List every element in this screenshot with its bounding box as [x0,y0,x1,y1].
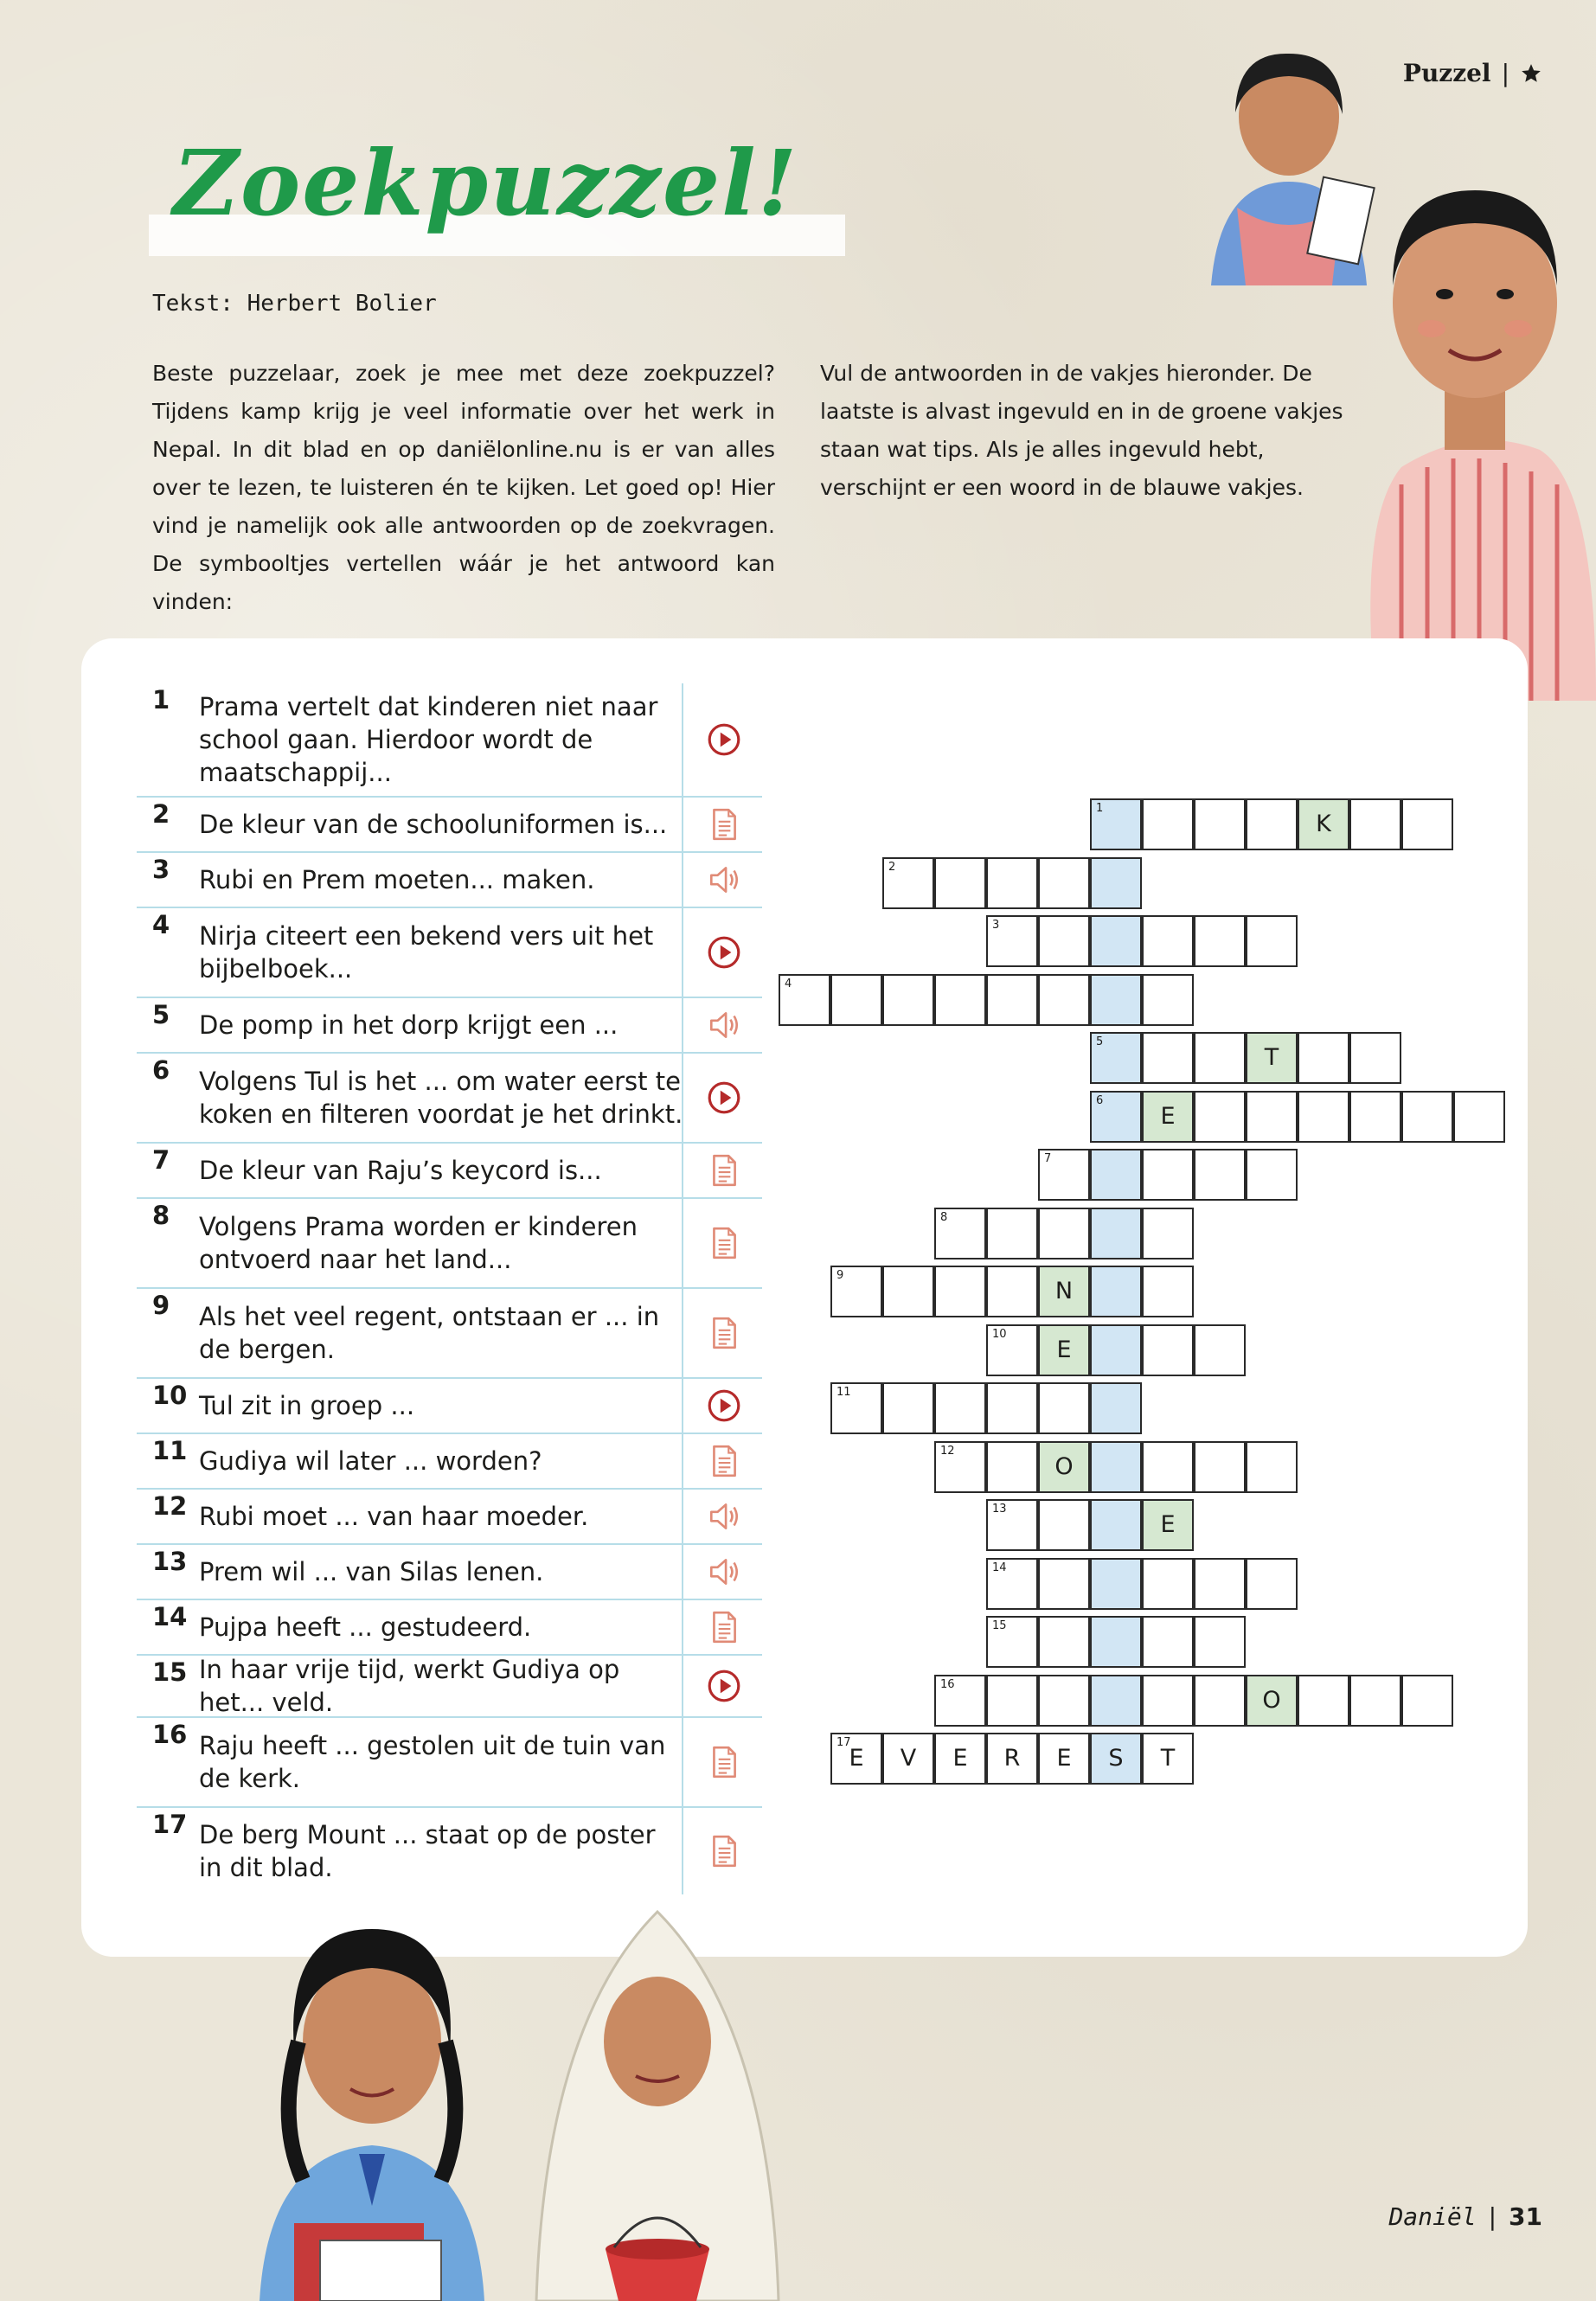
cell-letter: T [1264,1044,1279,1071]
crossword-cell[interactable] [1246,1558,1298,1610]
crossword-cell[interactable] [1194,1616,1246,1668]
crossword-cell[interactable] [1298,1032,1349,1084]
crossword-cell[interactable] [986,1733,1038,1785]
crossword-cell[interactable] [882,974,934,1026]
clue-row [137,1199,762,1289]
crossword-cell[interactable] [1142,915,1194,967]
illustration-girl-school [242,1894,502,2301]
crossword-cell[interactable] [986,1266,1038,1317]
cell-number: 13 [992,1503,1007,1516]
crossword-cell[interactable] [934,1266,986,1317]
clue-number: 7 [152,1145,170,1175]
cell-number: 14 [992,1561,1007,1574]
magazine-name: Daniël [1388,2202,1477,2231]
crossword-cell[interactable] [1142,1499,1194,1551]
author-credit: Tekst: Herbert Bolier [152,291,437,317]
crossword-cell[interactable] [1453,1091,1505,1143]
clue-number: 12 [152,1491,188,1521]
document-icon[interactable] [682,1144,764,1197]
clue-text: De kleur van Raju’s keycord is... [199,1156,602,1185]
crossword-cell[interactable] [1142,1208,1194,1259]
document-icon[interactable] [682,798,764,851]
crossword-cell[interactable] [1090,798,1142,850]
clue-row [137,1600,762,1656]
crossword-cell[interactable] [1194,1441,1246,1493]
crossword-cell[interactable] [986,1499,1038,1551]
crossword-cell[interactable] [1090,1441,1142,1493]
crossword-cell[interactable] [1038,915,1090,967]
clue-number: 1 [152,685,170,715]
crossword-cell[interactable] [1246,798,1298,850]
crossword-cell[interactable] [1090,1733,1142,1785]
clue-number: 10 [152,1381,188,1410]
document-icon[interactable] [682,1808,764,1894]
document-icon[interactable] [682,1600,764,1654]
clue-number: 16 [152,1720,188,1749]
crossword-cell[interactable] [1090,1032,1142,1084]
play-icon[interactable] [682,1656,764,1716]
intro-left: Beste puzzelaar, zoek je mee met deze zoekpuzzel? Tijdens kamp krijg je veel informatie over het werk in Nepal. In dit blad en op daniëlonline.nu is er van alles over te lezen, te luisteren én te kijken. Let goed op! Hier vind je namelijk ook alle antwoorden op de zoekvragen. De symbooltjes vertellen wáár je het antwoord kan vinden: [152,361,775,614]
clue-text: De berg Mount ... staat op de poster in dit blad. [199,1820,656,1882]
crossword-cell[interactable] [1142,1266,1194,1317]
crossword-cell[interactable] [934,974,986,1026]
crossword-cell[interactable] [1090,915,1142,967]
clue-text: Prem wil ... van Silas lenen. [199,1557,544,1586]
clue-text: Nirja citeert een bekend vers uit het bijbelboek... [199,921,654,984]
crossword-cell[interactable] [1349,1675,1401,1727]
crossword-cell[interactable] [1038,1149,1090,1201]
crossword-cell[interactable] [1038,1675,1090,1727]
cell-letter: O [1054,1452,1074,1480]
clue-text: Prama vertelt dat kinderen niet naar school gaan. Hierdoor wordt de maatschappij... [199,692,658,787]
clue-number: 8 [152,1201,170,1230]
illustration-girl-bucket [519,1894,796,2301]
clue-number: 6 [152,1055,170,1085]
crossword-cell[interactable] [1298,1091,1349,1143]
crossword-cell[interactable] [1401,1091,1453,1143]
crossword-cell[interactable] [1246,1675,1298,1727]
clue-number: 11 [152,1436,188,1465]
cell-number: 4 [785,977,792,990]
cell-number: 8 [940,1210,948,1224]
clue-text: Volgens Tul is het ... om water eerst te koken en filteren voordat je het drinkt. [199,1067,683,1129]
crossword-cell[interactable] [882,1266,934,1317]
crossword-cell[interactable] [1349,1032,1401,1084]
crossword-cell[interactable] [1349,798,1401,850]
clue-number: 14 [152,1602,188,1631]
cell-number: 16 [940,1677,955,1691]
crossword-cell[interactable] [1142,1733,1194,1785]
crossword-cell[interactable] [1142,1149,1194,1201]
document-icon[interactable] [682,1718,764,1806]
cell-number: 11 [836,1386,851,1399]
crossword-cell[interactable] [1142,1616,1194,1668]
cell-number: 5 [1096,1035,1104,1048]
clue-number: 3 [152,855,170,884]
document-icon[interactable] [682,1289,764,1377]
cell-letter: N [1054,1278,1074,1304]
clue-text: Rubi en Prem moeten... maken. [199,865,595,894]
clue-text: In haar vrije tijd, werkt Gudiya op het... veld. [199,1655,620,1717]
crossword-cell[interactable] [830,1382,882,1434]
cell-number: 6 [1096,1093,1104,1107]
crossword-cell[interactable] [1298,1675,1349,1727]
crossword-cell[interactable] [1142,1032,1194,1084]
crossword-cell[interactable] [1090,1675,1142,1727]
crossword-cell[interactable] [986,1675,1038,1727]
clue-row [137,683,762,798]
clue-row [137,1434,762,1490]
crossword-cell[interactable] [1349,1091,1401,1143]
clue-row [137,1054,762,1144]
crossword-cell[interactable] [1246,1091,1298,1143]
crossword-cell[interactable] [1038,1382,1090,1434]
cell-number: 10 [992,1327,1007,1341]
document-icon[interactable] [682,1434,764,1488]
crossword-cell[interactable] [1142,974,1194,1026]
crossword-cell[interactable] [1142,1558,1194,1610]
crossword-cell[interactable] [986,974,1038,1026]
clue-row [137,1144,762,1199]
section-separator: | [1501,59,1509,87]
crossword-cell[interactable] [986,1382,1038,1434]
crossword-cell[interactable] [1401,798,1453,850]
page-footer [1388,2202,1542,2231]
clue-text: De pomp in het dorp krijgt een ... [199,1010,619,1040]
clue-number: 5 [152,1000,170,1029]
cell-letter: E [1160,1102,1176,1130]
clue-number: 9 [152,1291,170,1320]
crossword-cell[interactable] [1142,1441,1194,1493]
crossword-cell[interactable] [1090,857,1142,909]
speaker-icon[interactable] [682,998,764,1052]
speaker-icon[interactable] [682,1490,764,1543]
crossword-cell[interactable] [1142,1324,1194,1376]
crossword-cell[interactable] [1246,1149,1298,1201]
crossword-cell[interactable] [1038,1266,1090,1317]
crossword-cell[interactable] [986,1616,1038,1668]
clue-row [137,1289,762,1379]
crossword-cell[interactable] [986,915,1038,967]
crossword-cell[interactable] [1142,1091,1194,1143]
cell-number: 1 [1096,802,1104,815]
crossword-cell[interactable] [1090,1558,1142,1610]
clue-text: Gudiya wil later ... worden? [199,1446,542,1476]
intro-right: Vul de antwoorden in de vakjes hieronder. De laatste is alvast ingevuld en in de groene vakjes staan wat tips. Als je alles ingevuld hebt, verschijnt er een woord in de blauwe vakjes. [820,361,1343,500]
crossword-cell[interactable] [1038,1499,1090,1551]
crossword-cell[interactable] [986,1558,1038,1610]
clue-list [137,683,762,1894]
crossword-cell[interactable] [1142,1675,1194,1727]
crossword-cell[interactable] [1194,1558,1246,1610]
crossword-cell[interactable] [1194,1032,1246,1084]
cell-number: 7 [1044,1152,1052,1165]
cell-letter: R [1003,1745,1021,1772]
cell-letter: S [1108,1745,1124,1772]
clue-number: 13 [152,1547,188,1576]
crossword-cell[interactable] [1038,857,1090,909]
crossword-cell[interactable] [1038,1733,1090,1785]
crossword-cell[interactable] [830,1266,882,1317]
crossword-cell[interactable] [1090,1091,1142,1143]
cell-letter: V [900,1745,917,1772]
crossword-cell[interactable] [1194,1149,1246,1201]
clue-row [137,1490,762,1545]
crossword-cell[interactable] [1090,1149,1142,1201]
crossword-cell[interactable] [1038,1558,1090,1610]
clue-text: Raju heeft ... gestolen uit de tuin van de kerk. [199,1731,666,1793]
crossword-cell[interactable] [986,1324,1038,1376]
crossword-cell[interactable] [934,857,986,909]
crossword-cell[interactable] [1038,1441,1090,1493]
cell-number: 3 [992,919,1000,932]
section-tag [1403,59,1542,87]
crossword-cell[interactable] [1246,915,1298,967]
cell-letter: E [1056,1745,1072,1772]
illustration-boy [1349,156,1596,701]
crossword-cell[interactable] [1090,1266,1142,1317]
crossword-cell[interactable] [1246,1032,1298,1084]
cell-number: 2 [888,860,896,874]
crossword-cell[interactable] [830,974,882,1026]
crossword-cell[interactable] [934,1208,986,1259]
play-icon[interactable] [682,908,764,997]
cell-number: 12 [940,1444,955,1458]
crossword-cell[interactable] [934,1441,986,1493]
clue-row [137,1808,762,1894]
crossword-cell[interactable] [934,1675,986,1727]
page-number: 31 [1509,2202,1542,2231]
crossword-cell[interactable] [1401,1675,1453,1727]
clue-text: Als het veel regent, ontstaan er ... in de bergen. [199,1302,660,1364]
clue-number: 2 [152,799,170,829]
clue-text: Pujpa heeft ... gestudeerd. [199,1612,532,1642]
footer-separator: | [1488,2202,1497,2231]
clue-number: 15 [152,1657,188,1687]
crossword-cell[interactable] [1194,915,1246,967]
clue-row [137,1545,762,1600]
cell-letter: E [1160,1511,1176,1538]
cell-number: 15 [992,1619,1007,1632]
cell-letter: E [1056,1336,1072,1363]
crossword-cell[interactable] [1090,1616,1142,1668]
crossword-cell[interactable] [1038,974,1090,1026]
clue-row [137,853,762,908]
clue-row [137,1718,762,1808]
crossword-cell[interactable] [986,857,1038,909]
crossword-cell[interactable] [1038,1616,1090,1668]
crossword-cell[interactable] [1090,974,1142,1026]
clue-row [137,1379,762,1434]
crossword-cell[interactable] [1246,1441,1298,1493]
crossword-cell[interactable] [1090,1499,1142,1551]
cell-letter: O [1262,1686,1281,1714]
crossword-cell[interactable] [779,974,830,1026]
crossword-cell[interactable] [1038,1208,1090,1259]
crossword-cell[interactable] [830,1733,882,1785]
play-icon[interactable] [682,683,764,796]
crossword-cell[interactable] [1090,1382,1142,1434]
crossword-cell[interactable] [882,857,934,909]
crossword-cell[interactable] [882,1382,934,1434]
clue-row [137,908,762,998]
cell-letter: K [1316,811,1331,837]
cell-letter: E [849,1745,864,1772]
clue-text: Tul zit in groep ... [199,1391,415,1420]
clue-row [137,798,762,853]
star-icon [1520,62,1542,85]
clue-text: De kleur van de schooluniformen is... [199,810,668,839]
crossword-cell[interactable] [1298,798,1349,850]
crossword-cell[interactable] [934,1733,986,1785]
speaker-icon[interactable] [682,853,764,907]
cell-number: 17 [836,1736,851,1749]
clue-text: Volgens Prama worden er kinderen ontvoerd naar het land... [199,1212,638,1274]
crossword-cell[interactable] [1090,1208,1142,1259]
crossword-cell[interactable] [986,1441,1038,1493]
crossword-cell[interactable] [1142,798,1194,850]
crossword-cell[interactable] [882,1733,934,1785]
clue-row [137,1656,762,1718]
speaker-icon[interactable] [682,1545,764,1599]
crossword-cell[interactable] [934,1382,986,1434]
clue-number: 17 [152,1810,188,1839]
cell-number: 9 [836,1269,844,1282]
crossword-cell[interactable] [1194,1091,1246,1143]
crossword-cell[interactable] [1038,1324,1090,1376]
cell-letter: T [1160,1745,1176,1772]
crossword-cell[interactable] [1194,798,1246,850]
cell-letter: E [952,1745,968,1772]
clue-number: 4 [152,910,170,939]
page-title: Zoekpuzzel! [173,130,799,236]
clue-text: Rubi moet ... van haar moeder. [199,1502,589,1531]
crossword-cell[interactable] [986,1208,1038,1259]
crossword-cell[interactable] [1090,1324,1142,1376]
clue-row [137,998,762,1054]
document-icon[interactable] [682,1199,764,1287]
crossword-cell[interactable] [1194,1324,1246,1376]
crossword-cell[interactable] [1194,1675,1246,1727]
play-icon[interactable] [682,1379,764,1433]
play-icon[interactable] [682,1054,764,1142]
section-label: Puzzel [1402,59,1491,87]
